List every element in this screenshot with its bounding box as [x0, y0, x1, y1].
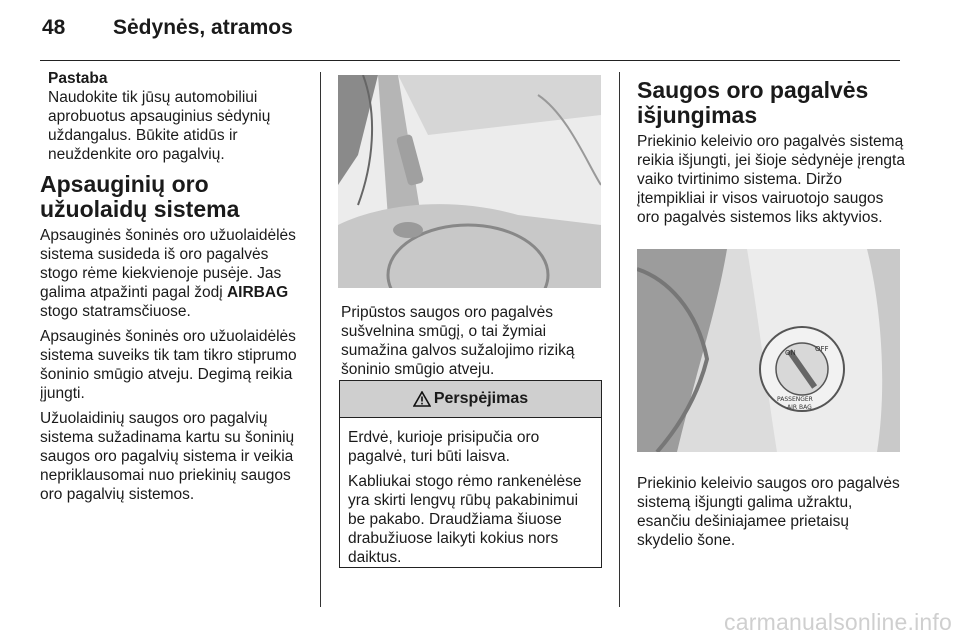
- right-caption-block: [637, 474, 902, 556]
- switch-label-on: ON: [785, 349, 796, 357]
- figure-caption-lock: Priekinio keleivio saugos oro pagalvės sistemą išjungti galima užraktu, esančiu dešiniajamee prietaisų skydelio šone.: [637, 475, 900, 549]
- page-title: Sėdynės, atramos: [113, 16, 293, 39]
- left-column: [40, 69, 310, 510]
- warning-body: [340, 418, 601, 567]
- curtain-airbag-illustration: [338, 75, 601, 288]
- note-text: Naudokite tik jūsų automobiliui aprobuotus apsauginius sėdynių uždangalus. Būkite atidūs ir neuždenkite oro pagalvių.: [48, 89, 271, 163]
- column-divider-left: [320, 72, 321, 607]
- switch-label-passenger: PASSENGER: [777, 396, 813, 403]
- airbag-switch-drawing: [637, 249, 900, 452]
- note-title: Pastaba: [48, 70, 108, 87]
- page-number: 48: [42, 16, 66, 39]
- section-heading-airbag-deactivation: Saugos oro pagalvės išjungimas: [637, 77, 869, 128]
- header-rule: [40, 60, 900, 61]
- switch-label-off: OFF: [815, 345, 829, 353]
- warning-title: Perspėjimas: [433, 390, 529, 407]
- right-column-top: [637, 78, 907, 233]
- airbag-lock-illustration: [637, 249, 900, 452]
- warning-paragraph-1: Erdvė, kurioje prisipučia oro pagalvė, turi būti laisva.: [348, 429, 540, 465]
- column-divider-right: [619, 72, 620, 607]
- car-interior-drawing: [338, 75, 601, 288]
- paragraph-curtain-3: Užuolaidinių saugos oro pagalvių sistema sužadinama kartu su šoninių saugos oro pagalvių sistema ir veikia nepriklausomai nuo priekinių saugos oro pagalvių sistemos.: [40, 410, 295, 503]
- airbag-label: AIRBAG: [226, 284, 289, 301]
- paragraph-curtain-1: Apsauginės šoninės oro užuolaidėlės sistema susideda iš oro pagalvės stogo rėme kiekvienoje pusėje. Jas galima atpažinti pagal žodį AIRBAG stogo statramsčiuose.: [40, 227, 296, 320]
- switch-label-airbag: AIR BAG: [787, 404, 812, 411]
- warning-triangle-icon: [413, 391, 431, 407]
- warning-header: [340, 381, 601, 418]
- warning-paragraph-2: Kabliukai stogo rėmo rankenėlėse yra skirti lengvų rūbų pakabinimui be pakabo. Draudžiama šiuose drabužiuose laikyti kokius nors daiktus.: [348, 473, 582, 566]
- watermark: carmanualsonline.info: [724, 609, 952, 635]
- paragraph-deactivation: Priekinio keleivio oro pagalvės sistemą reikia išjungti, jei šioje sėdynėje įrengta vaiko tvirtinimo sistema. Diržo įtempikliai ir visos vairuotojo saugos oro pagalvės sistemos liks aktyvios.: [637, 133, 905, 226]
- paragraph-curtain-2: Apsauginės šoninės oro užuolaidėlės sistema suveiks tik tam tikro stiprumo šoninio smūgio atveju. Degimą reikia įjungti.: [40, 328, 297, 402]
- section-heading-curtain-airbag: Apsauginių oro užuolaidų sistema: [40, 171, 240, 222]
- warning-box: [339, 380, 602, 568]
- middle-caption-block: [341, 303, 603, 385]
- figure-caption-curtain: Pripūstos saugos oro pagalvės sušvelnina smūgį, o tai žymiai sumažina galvos sužalojimo riziką šoninio smūgio atveju.: [341, 304, 575, 378]
